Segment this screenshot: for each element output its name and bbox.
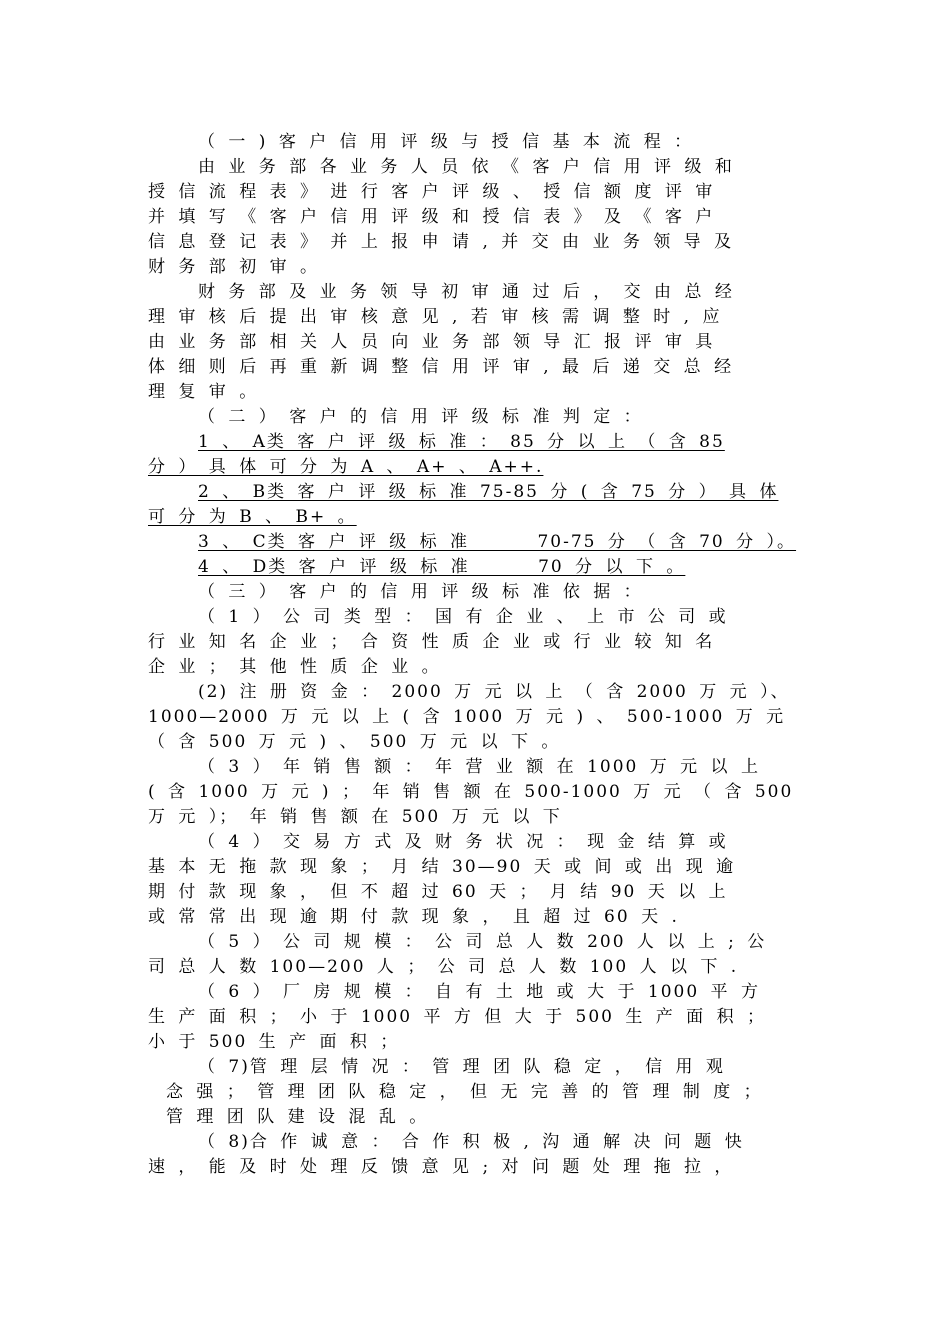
rating-criterion-line: 分 ） 具 体 可 分 为 A 、 A+ 、 A++. <box>148 457 544 477</box>
rating-criterion-line: 2 、 B类 客 户 评 级 标 准 75-85 分 ( 含 75 分 ） 具 体 <box>198 482 779 502</box>
paragraph-line: 或 常 常 出 现 逾 期 付 款 现 象 ， 且 超 过 60 天 . <box>148 907 679 927</box>
rating-criterion-line: 1 、 A类 客 户 评 级 标 准 ： 85 分 以 上 （ 含 85 <box>198 432 725 452</box>
paragraph-line: 财 务 部 及 业 务 领 导 初 审 通 过 后 ， 交 由 总 经 <box>198 282 734 302</box>
section-heading: （ 二 ） 客 户 的 信 用 评 级 标 准 判 定 ： <box>198 407 643 427</box>
paragraph-line: （ 4 ） 交 易 方 式 及 财 务 状 况 ： 现 金 结 算 或 <box>198 832 728 852</box>
paragraph-line: 财 务 部 初 审 。 <box>148 257 320 277</box>
rating-criterion-line: 4 、 D类 客 户 评 级 标 准 70 分 以 下 。 <box>198 557 686 577</box>
paragraph-line: 小 于 500 生 产 面 积 ； <box>148 1032 400 1052</box>
paragraph-line: 司 总 人 数 100—200 人 ； 公 司 总 人 数 100 人 以 下 . <box>148 957 739 977</box>
paragraph-line: 速 ， 能 及 时 处 理 反 馈 意 见 ; 对 问 题 处 理 拖 拉 ， <box>148 1157 734 1177</box>
paragraph-line: 理 复 审 。 <box>148 382 259 402</box>
paragraph-line: （ 7)管 理 层 情 况 ： 管 理 团 队 稳 定 ， 信 用 观 <box>198 1057 725 1077</box>
paragraph-line: 并 填 写 《 客 户 信 用 评 级 和 授 信 表 》 及 《 客 户 <box>148 207 715 227</box>
paragraph-line: 期 付 款 现 象 ， 但 不 超 过 60 天 ； 月 结 90 天 以 上 <box>148 882 728 902</box>
paragraph-line: 体 细 则 后 再 重 新 调 整 信 用 评 审 , 最 后 递 交 总 经 <box>148 357 734 377</box>
section-heading: （ 一 ) 客 户 信 用 评 级 与 授 信 基 本 流 程 ： <box>198 132 694 152</box>
paragraph-line: 万 元 ）； 年 销 售 额 在 500 万 元 以 下 <box>148 807 562 827</box>
paragraph-line: 行 业 知 名 企 业 ； 合 资 性 质 企 业 或 行 业 较 知 名 <box>148 632 715 652</box>
paragraph-line: （ 5 ） 公 司 规 模 ： 公 司 总 人 数 200 人 以 上 ; 公 <box>198 932 767 952</box>
paragraph-line: 信 息 登 记 表 》 并 上 报 申 请 , 并 交 由 业 务 领 导 及 <box>148 232 734 252</box>
paragraph-line: 由 业 务 部 各 业 务 人 员 依 《 客 户 信 用 评 级 和 <box>198 157 734 177</box>
paragraph-line: 管 理 团 队 建 设 混 乱 。 <box>166 1107 429 1127</box>
paragraph-line: (2) 注 册 资 金 ： 2000 万 元 以 上 （ 含 2000 万 元 ）、 <box>198 682 790 702</box>
paragraph-line: 生 产 面 积 ； 小 于 1000 平 方 但 大 于 500 生 产 面 积 ； <box>148 1007 766 1027</box>
paragraph-line: 企 业 ； 其 他 性 质 企 业 。 <box>148 657 441 677</box>
paragraph-line: 由 业 务 部 相 关 人 员 向 业 务 部 领 导 汇 报 评 审 具 <box>148 332 715 352</box>
paragraph-line: （ 3 ） 年 销 售 额 ： 年 营 业 额 在 1000 万 元 以 上 <box>198 757 760 777</box>
paragraph-line: 理 审 核 后 提 出 审 核 意 见 , 若 审 核 需 调 整 时 , 应 <box>148 307 722 327</box>
paragraph-line: （ 8)合 作 诚 意 ： 合 作 积 极 , 沟 通 解 决 问 题 快 <box>198 1132 744 1152</box>
paragraph-line: （ 1 ） 公 司 类 型 ： 国 有 企 业 、 上 市 公 司 或 <box>198 607 728 627</box>
paragraph-line: （ 含 500 万 元 ) 、 500 万 元 以 下 。 <box>148 732 561 752</box>
rating-criterion-line: 可 分 为 B 、 B+ 。 <box>148 507 357 527</box>
section-heading: （ 三 ） 客 户 的 信 用 评 级 标 准 依 据 ： <box>198 582 643 602</box>
paragraph-line: 授 信 流 程 表 》 进 行 客 户 评 级 、 授 信 额 度 评 审 <box>148 182 715 202</box>
paragraph-line: ( 含 1000 万 元 ) ； 年 销 售 额 在 500-1000 万 元 （ 含 500 <box>148 782 794 802</box>
paragraph-line: 基 本 无 拖 款 现 象 ； 月 结 30—90 天 或 间 或 出 现 逾 <box>148 857 736 877</box>
paragraph-line: （ 6 ） 厂 房 规 模 ： 自 有 土 地 或 大 于 1000 平 方 <box>198 982 760 1002</box>
paragraph-line: 念 强 ； 管 理 团 队 稳 定 ， 但 无 完 善 的 管 理 制 度 ； <box>166 1082 763 1102</box>
paragraph-line: 1000—2000 万 元 以 上 ( 含 1000 万 元 ) 、 500-1000 万 元 <box>148 707 786 727</box>
rating-criterion-line: 3 、 C类 客 户 评 级 标 准 70-75 分 （ 含 70 分 ）。 <box>198 532 797 552</box>
